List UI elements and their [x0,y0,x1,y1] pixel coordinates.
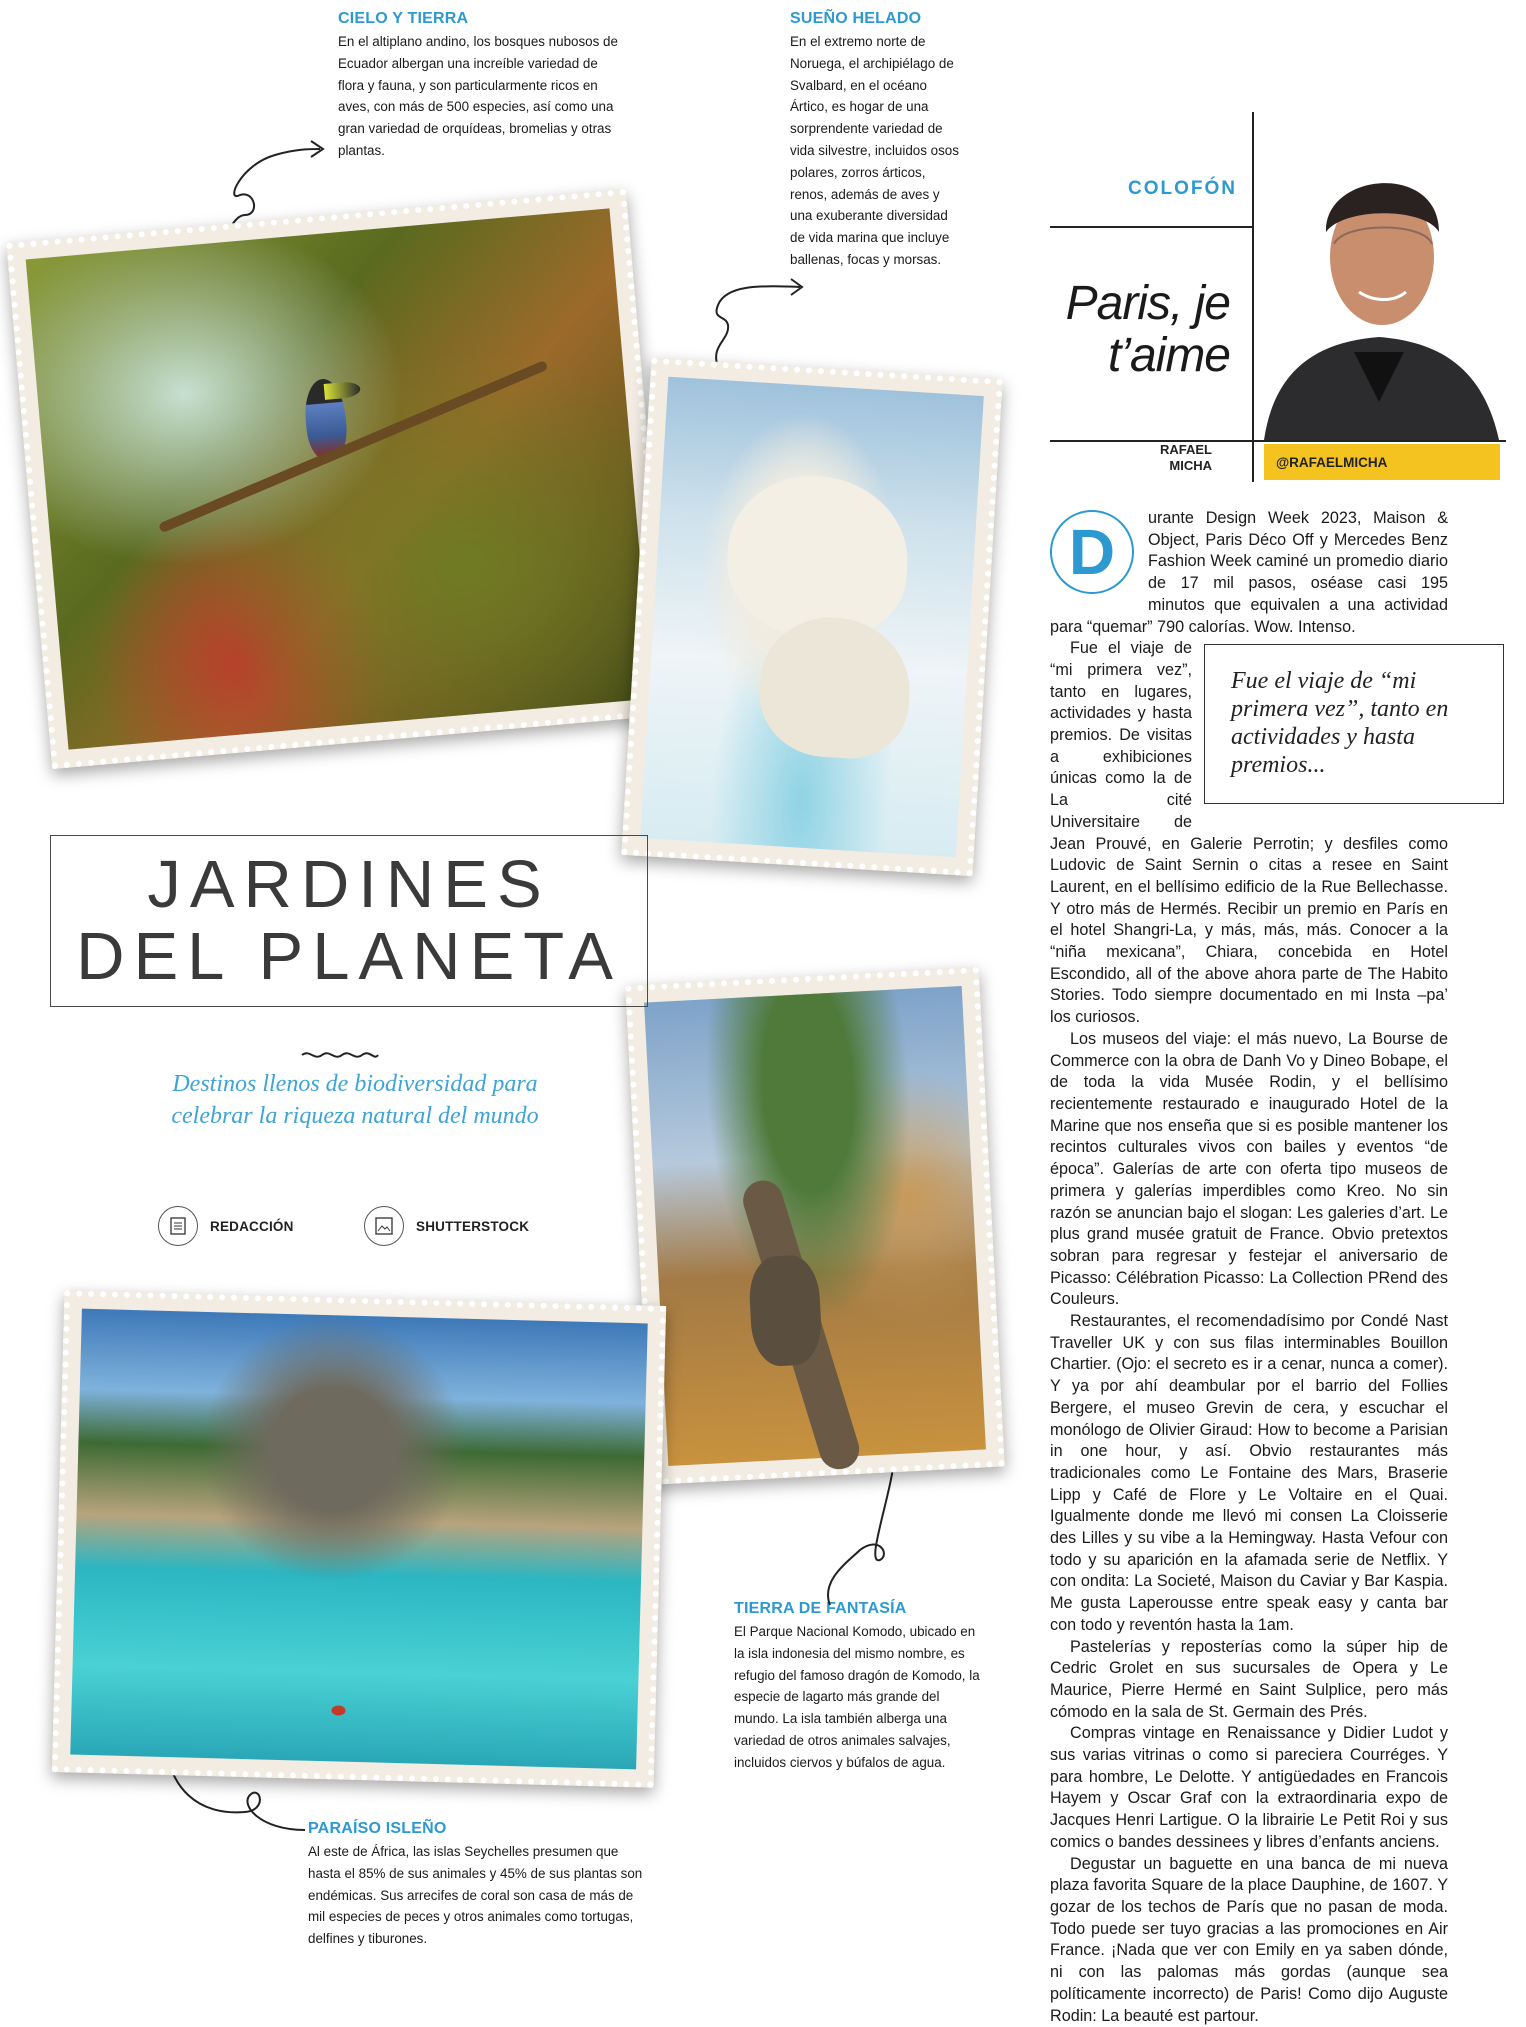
article-paragraph: Restaurantes, el recomendadísimo por Condé Nast Traveller UK y con sus filas interminables Bouillon Chartier. (Ojo: el secreto es ir a cenar, nunca a comer). Y ya por ahí deambular por el barrio del Follies Bergere, el museo Grevin de cera, y escuchar el monólogo de Olivier Giraud: How to become a Parisian in one hour, y así. Obvio restaurantes más tradicionales como Le Fontaine des Mars, Braserie Lipp y Café de Flore y Le Voltaire en el Quai. Igualmente donde me llevó mi consen La Cloisserie des Lilles y su vibe a la Hemingway. Hasta Vefour con todo y su aparición en la afamada serie de Netflix. Y con ondita: La Societé, Maison du Caviar y Bar Kaspia. Me gusta Laperousse entre speak easy y canta bar con todo y reventón hasta la 1am. [1050,1312,1448,1634]
pull-quote: Fue el viaje de “mi primera vez”, tanto en actividades y hasta premios... [1204,644,1504,804]
caption-title: CIELO Y TIERRA [338,10,469,27]
author-first-name: RAFAEL [1160,442,1212,457]
feature-title-line1: JARDINES [147,847,551,922]
author-name [1160,442,1212,474]
article-paragraph: Fue el viaje de “mi primera vez”, tanto en lugares, actividades y hasta premios. De visitas a exhibiciones únicas como la de La cité Universitaire de Jean Prouvé, en Galerie Perrotin; y desfiles como Ludovic de Saint Sernin o citas a resee en Saint Laurent, en el bellísimo edificio de la Rue Bellechasse. Y otro más de Hermés. Recibir un premio en París en el hotel Shangri-La, y más, más, más. Conocer a la “niña mexicana”, Chiara, concebida en Hotel Escondido, all of the above ahora parte de The Habito Stories. Todo siempre documentado en mi Insta –pa’ los curiosos. [1050,639,1448,1027]
photo-seychelles-beach [52,1290,666,1788]
feature-title-line2: DEL PLANETA [76,919,622,994]
caption-body: En el extremo norte de Noruega, el archipiélago de Svalbard, en el océano Ártico, es hogar de una sorprendente variedad de vida silvestre, incluidos osos polares, zorros árticos, renos, además de aves y una exuberante diversidad de vida marina que incluye ballenas, focas y morsas. [790,34,959,267]
image-icon [364,1206,404,1246]
credit-text-label: REDACCIÓN [210,1218,294,1234]
arrow-icon [700,245,810,375]
header-rule-top [1050,226,1254,228]
photo-svalbard-polar-bears [621,358,1003,877]
credit-photo [364,1206,529,1246]
caption-sueno-helado [790,10,960,271]
column-title-line1: Paris, je [1065,277,1230,330]
drop-cap: D [1050,510,1134,594]
article-body [1050,508,1448,2027]
caption-tierra-de-fantasia [734,1600,986,1774]
caption-title: TIERRA DE FANTASÍA [734,1600,907,1617]
document-icon [158,1206,198,1246]
column-title [1040,278,1230,382]
caption-title: PARAÍSO ISLEÑO [308,1820,447,1837]
author-last-name: MICHA [1169,458,1212,473]
caption-body: Al este de África, las islas Seychelles presumen que hasta el 85% de sus animales y 45% de sus plantas son endémicas. Sus arrecifes de coral son casa de más de mil especies de peces y otros animales como tortugas, delfines y tiburones. [308,1844,643,1947]
caption-paraiso-isleno [308,1820,648,1950]
credit-text [158,1206,294,1246]
caption-cielo-y-tierra [338,10,620,162]
caption-title: SUEÑO HELADO [790,10,922,27]
feature-title-box [50,835,648,1007]
author-rule [1252,440,1254,482]
section-label: COLOFÓN [1128,178,1237,199]
photo-ecuador-toucan [6,189,672,769]
author-portrait [1254,152,1504,440]
article-paragraph: Los museos del viaje: el más nuevo, La Bourse de Commerce con la obra de Danh Vo y Dineo Bobape, el de toda la vida Musée Rodin, y el bellísimo recientemente restaurado e inaugurado Hotel de la Marine que nos enseña que si es posible mantener los recintos culturales vivos con bailes y eventos “de época”. Galerías de arte con oferta tipo museos de primera y galerías imperdibles como Kreo. No sin razón se anuncian bajo el slogan: Les galeries d’art. Le plus grand musée gratuit de France. Obvio pretextos sobran para regresar y festejar el aniversario de Picasso: Célébration Picasso: La Collection PRend des Couleurs. [1050,1029,1448,1309]
article-paragraph: Degustar un baguette en una banca de mi nueva plaza favorita Square de la place Dauphine, de 1607. Y gozar de los techos de París que no pasan de moda. Todo puede ser tuyo gracias a las promociones en Air France. ¡Nada que ver con Emily en ya saben dónde, ni con las palomas más gordas (aunque sea políticamente incorrecto) de Paris! Como dijo Auguste Rodin: La beauté est partour. [1050,1854,1448,2025]
photo-image [70,1309,647,1770]
credit-photo-label: SHUTTERSTOCK [416,1218,530,1234]
photo-komodo [625,967,1005,1485]
article-paragraph: Pastelerías y reposterías como la súper hip de Cedric Grolet en sus sucursales de Opera y Le Maurice, Pierre Hermé en Saint Sulplice, pero más cómodo en la sala de St. Germain des Prés. [1050,1637,1448,1721]
wave-divider-icon [300,1048,380,1062]
photo-image [640,377,984,857]
caption-body: En el altiplano andino, los bosques nubosos de Ecuador albergan una increíble variedad de flora y fauna, y son particularmente ricos en aves, con más de 500 especies, así como una gran variedad de orquídeas, bromelias y otras plantas. [338,34,618,158]
column-title-line2: t’aime [1107,329,1230,382]
article-paragraph: urante Design Week 2023, Maison & Object, Paris Déco Off y Mercedes Benz Fashion Week caminé un promedio diario de 17 mil pasos, oséase casi 195 minutos que equivalen a una actividad para “quemar” 790 calorías. Wow. Intenso. [1050,509,1448,636]
author-handle[interactable]: @RAFAELMICHA [1264,444,1500,480]
photo-image [644,986,986,1466]
article-paragraph: Compras vintage en Renaissance y Didier Ludot y sus varias vitrinas o como si pareciera Courréges. Y para hombre, Le Delotte. Y antigüedades en Francois Hayem y Oscar Graf con la extraordinaria expo de Jacques Henri Lartigue. O la librairie Le Petit Roi y sus comics o bandes dessinees y libres d’enfants anciens. [1050,1724,1448,1851]
caption-body: El Parque Nacional Komodo, ubicado en la isla indonesia del mismo nombre, es refugio del famoso dragón de Komodo, la especie de lagarto más grande del mundo. La isla también alberga una variedad de otros animales salvajes, incluidos ciervos y búfalos de agua. [734,1624,980,1770]
header-rule-bottom [1050,440,1506,442]
feature-subtitle: Destinos llenos de biodiversidad para celebrar la riqueza natural del mundo [171,1071,539,1129]
photo-image [26,208,653,749]
